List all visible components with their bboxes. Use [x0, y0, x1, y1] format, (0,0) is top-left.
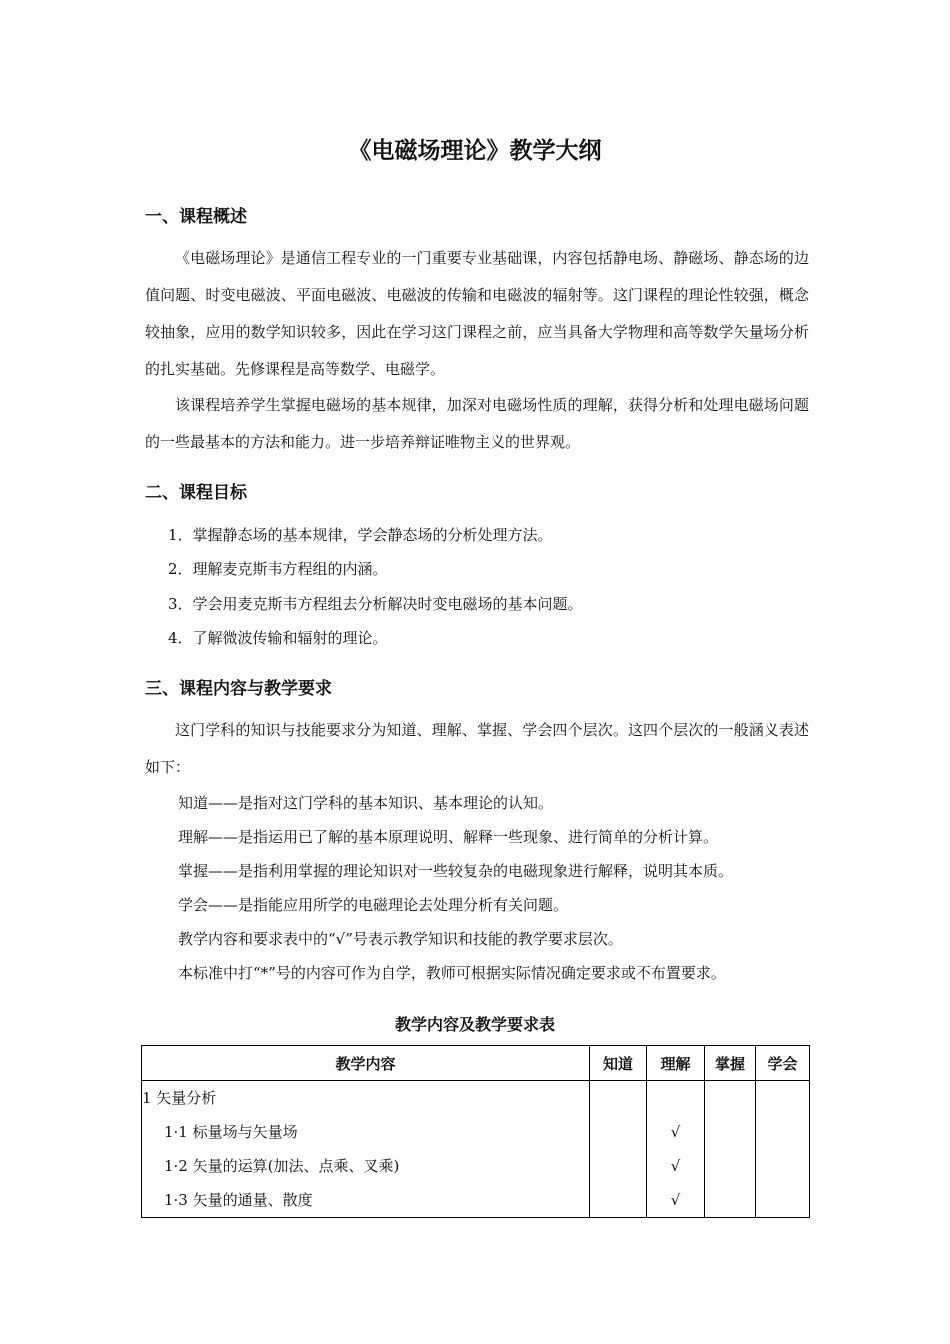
- section-label: 1 矢量分析: [142, 1089, 217, 1107]
- objective-item: 2．理解麦克斯韦方程组的内涵。: [168, 560, 388, 578]
- header-know: 知道: [590, 1046, 647, 1081]
- check-mark: √: [670, 1157, 681, 1175]
- table-title: 教学内容及教学要求表: [394, 1015, 555, 1034]
- section-heading-content: 三、课程内容与教学要求: [145, 679, 332, 699]
- section-heading-overview: 一、课程概述: [145, 207, 247, 227]
- objective-item: 3．学会用麦克斯韦方程组去分析解决时变电磁场的基本问题。: [168, 595, 583, 613]
- overview-paragraph-1: 《电磁场理论》是通信工程专业的一门重要专业基础课，内容包括静电场、静磁场、静态场的边值问题、时变电磁波、平面电磁波、电磁波的传输和电磁波的辐射等。这门课程的理论性较强，概念较抽象，应用的数学知识较多，因此在学习这门课程之前，应当具备大学物理和高等数学矢量场分析的扎实基础。先修课程是高等数学、电磁学。: [145, 249, 809, 378]
- check-mark: √: [670, 1123, 681, 1141]
- master-cell: [705, 1081, 756, 1218]
- header-content: 教学内容: [142, 1046, 590, 1081]
- section-heading-objectives: 二、课程目标: [145, 483, 247, 503]
- level-definition-line: 学会——是指能应用所学的电磁理论去处理分析有关问题。: [178, 896, 569, 914]
- level-definition-line: 理解——是指运用已了解的基本原理说明、解释一些现象、进行简单的分析计算。: [178, 828, 719, 846]
- header-understand: 理解: [647, 1046, 705, 1081]
- document-title: 《电磁场理论》教学大纲: [348, 138, 602, 164]
- learn-cell: [756, 1081, 810, 1218]
- content-intro-paragraph: 这门学科的知识与技能要求分为知道、理解、掌握、学会四个层次。这四个层次的一般涵义表述如下：: [145, 721, 809, 776]
- level-definition-line: 本标准中打“*”号的内容可作为自学，教师可根据实际情况确定要求或不布置要求。: [178, 964, 726, 982]
- know-cell: [590, 1081, 647, 1218]
- overview-paragraph-2: 该课程培养学生掌握电磁场的基本规律，加深对电磁场性质的理解，获得分析和处理电磁场问题的一些最基本的方法和能力。进一步培养辩证唯物主义的世界观。: [145, 396, 809, 451]
- level-definition-line: 掌握——是指利用掌握的理论知识对一些较复杂的电磁现象进行解释，说明其本质。: [178, 862, 734, 880]
- objective-item: 1．掌握静态场的基本规律，学会静态场的分析处理方法。: [168, 526, 553, 544]
- table-row: [142, 1081, 810, 1218]
- row-label: 1·1 标量场与矢量场: [164, 1123, 298, 1141]
- row-label: 1·3 矢量的通量、散度: [164, 1191, 313, 1209]
- check-mark: √: [670, 1191, 681, 1209]
- level-definition-line: 教学内容和要求表中的“√”号表示教学知识和技能的教学要求层次。: [178, 930, 623, 948]
- header-master: 掌握: [705, 1046, 756, 1081]
- header-learn: 学会: [756, 1046, 810, 1081]
- row-label: 1·2 矢量的运算(加法、点乘、叉乘): [164, 1157, 400, 1175]
- requirements-table: [141, 1045, 810, 1218]
- objective-item: 4．了解微波传输和辐射的理论。: [168, 629, 388, 647]
- table-header-row: [142, 1046, 810, 1081]
- understand-cell: [647, 1081, 705, 1218]
- content-cell: [142, 1081, 590, 1218]
- level-definition-line: 知道——是指对这门学科的基本知识、基本理论的认知。: [178, 794, 554, 812]
